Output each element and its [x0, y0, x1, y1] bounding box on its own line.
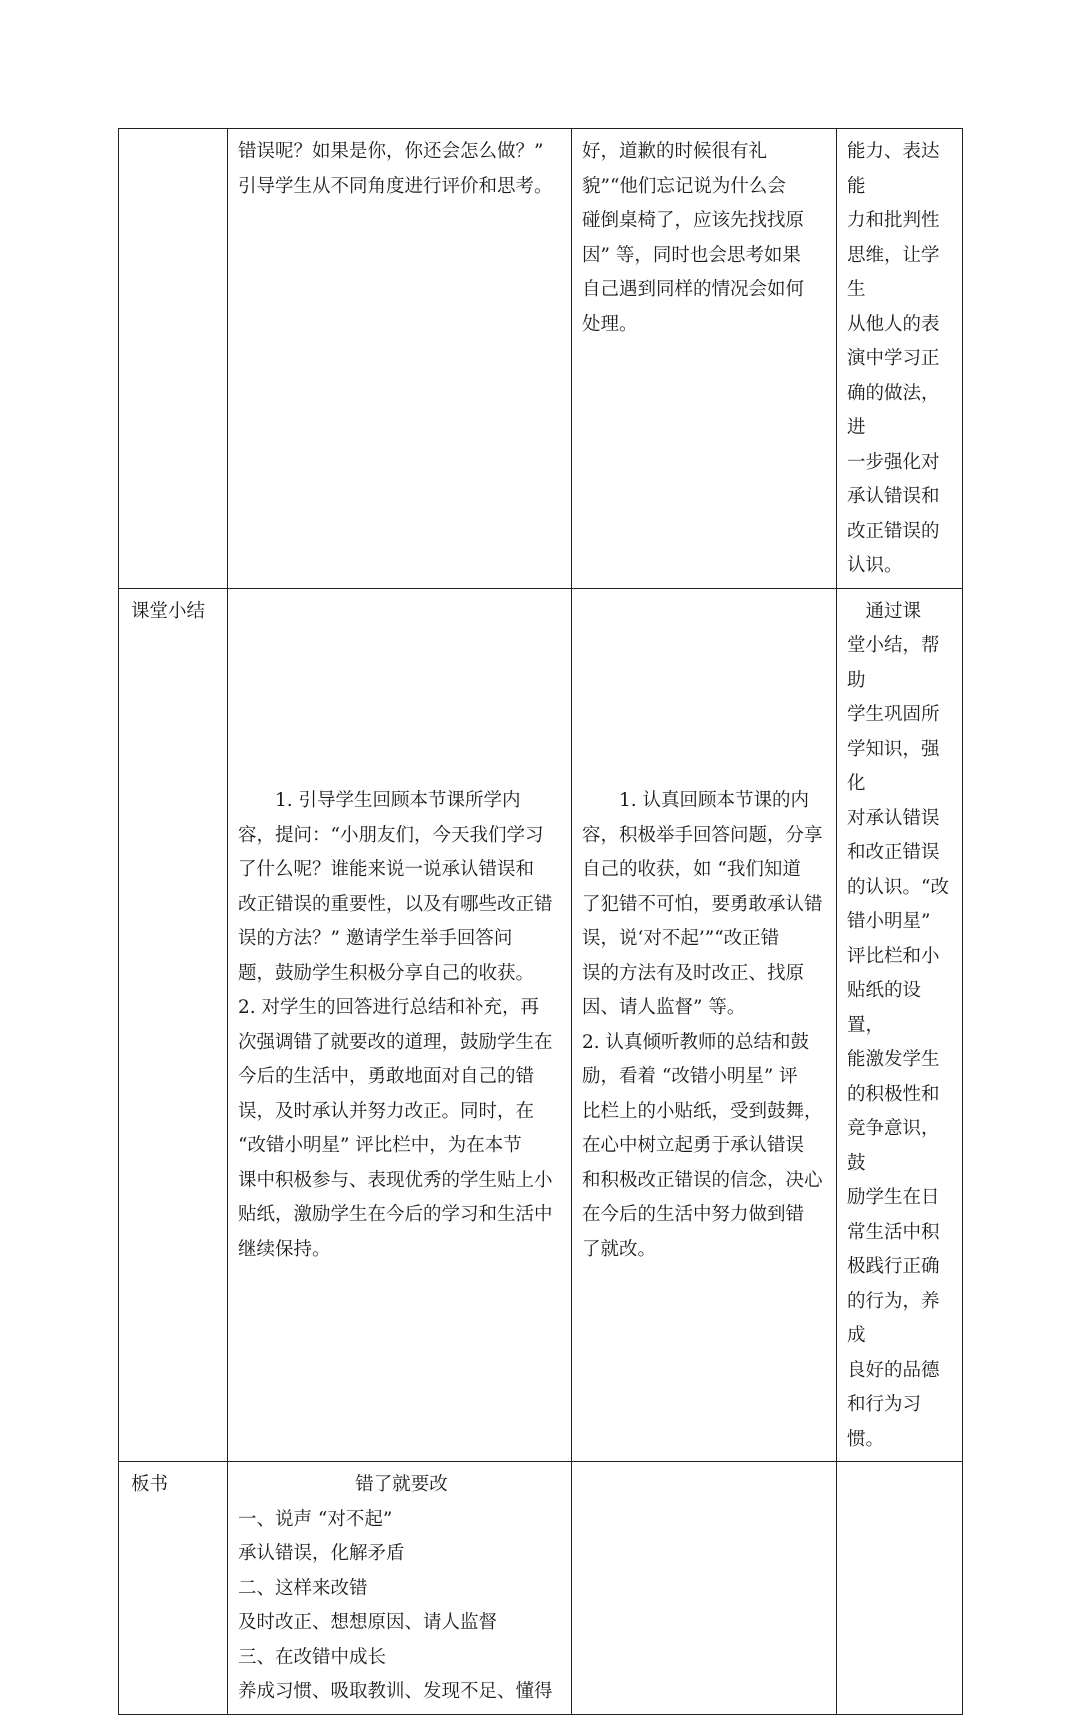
design-intent-cell: [837, 1462, 963, 1715]
student-activity-text: 1. 认真回顾本节课的内 容，积极举手回答问题，分享 自己的收获，如 “我们知道 了犯错不可怕，要勇敢承认错 误，说‘对不起’”“改正错 误的方法有及时改正、找原 因、请人监督” 等。 2. 认真倾听教师的总结和鼓 励，看着 “改错小明星” 评 比栏上的小贴纸，受到鼓舞， 在心中树立起勇于承认错误 和积极改正错误的信念，决心 在今后的生活中努力做到错 了就改。: [582, 790, 823, 1260]
table-row: [119, 588, 963, 1462]
table-row: [119, 129, 963, 589]
design-intent-cell: [837, 588, 963, 1462]
stage-cell: [119, 588, 228, 1462]
teacher-activity-text: 1. 引导学生回顾本节课所学内 容，提问：“小朋友们，今天我们学习 了什么呢？谁能来说一说承认错误和 改正错误的重要性，以及有哪些改正错 误的方法？” 邀请学生举手回答问 题，鼓励学生积极分享自己的收获。 2. 对学生的回答进行总结和补充，再 次强调错了就要改的道理，鼓励学生在 今后的生活中，勇敢地面对自己的错 误，及时承认并努力改正。同时，在 “改错小明星” 评比栏中，为在本节 课中积极参与、表现优秀的学生贴上小 贴纸，激励学生在今后的学习和生活中 继续保持。: [238, 790, 553, 1260]
blackboard-line: 二、这样来改错: [238, 1577, 368, 1599]
blackboard-line: 一、说声 “对不起”: [238, 1508, 393, 1530]
design-intent-text: 通过课 堂小结，帮助 学生巩固所 学知识，强化 对承认错误 和改正错误 的认识。“改 错小明星” 评比栏和小 贴纸的设置， 能激发学生 的积极性和 竞争意识，鼓 励学生在日 常生活中积 极践行正确 的行为，养成 良好的品德 和行为习惯。: [847, 600, 949, 1450]
lesson-plan-table: [118, 128, 963, 1715]
teacher-activity-text: 错误呢？如果是你，你还会怎么做？” 引导学生从不同角度进行评价和思考。: [238, 141, 553, 197]
blackboard-title: 错了就要改: [355, 1474, 448, 1495]
blackboard-line: 养成习惯、吸取教训、发现不足、懂得: [238, 1681, 553, 1702]
stage-cell: [119, 129, 228, 589]
table-row: [119, 1462, 963, 1715]
blackboard-cell: [228, 1462, 572, 1715]
stage-label: 板书: [131, 1474, 169, 1495]
teacher-activity-cell: [228, 129, 572, 589]
student-activity-cell: [572, 129, 837, 589]
design-intent-cell: [837, 129, 963, 589]
stage-cell: [119, 1462, 228, 1715]
blackboard-line: 三、在改错中成长: [238, 1646, 387, 1668]
student-activity-cell: [572, 1462, 837, 1715]
student-activity-cell: [572, 588, 837, 1462]
blackboard-line: 承认错误，化解矛盾: [238, 1543, 405, 1564]
teacher-activity-cell: [228, 588, 572, 1462]
blackboard-line: 及时改正、想想原因、请人监督: [238, 1612, 498, 1633]
student-activity-text: 好，道歉的时候很有礼 貌”“他们忘记说为什么会 碰倒桌椅了，应该先找找原 因” 等，同时也会思考如果 自己遇到同样的情况会如何 处理。: [582, 141, 805, 335]
stage-label: 课堂小结: [131, 600, 206, 622]
design-intent-text: 能力、表达能 力和批判性 思维，让学生 从他人的表 演中学习正 确的做法，进 一步强化对 承认错误和 改正错误的 认识。: [847, 141, 940, 576]
